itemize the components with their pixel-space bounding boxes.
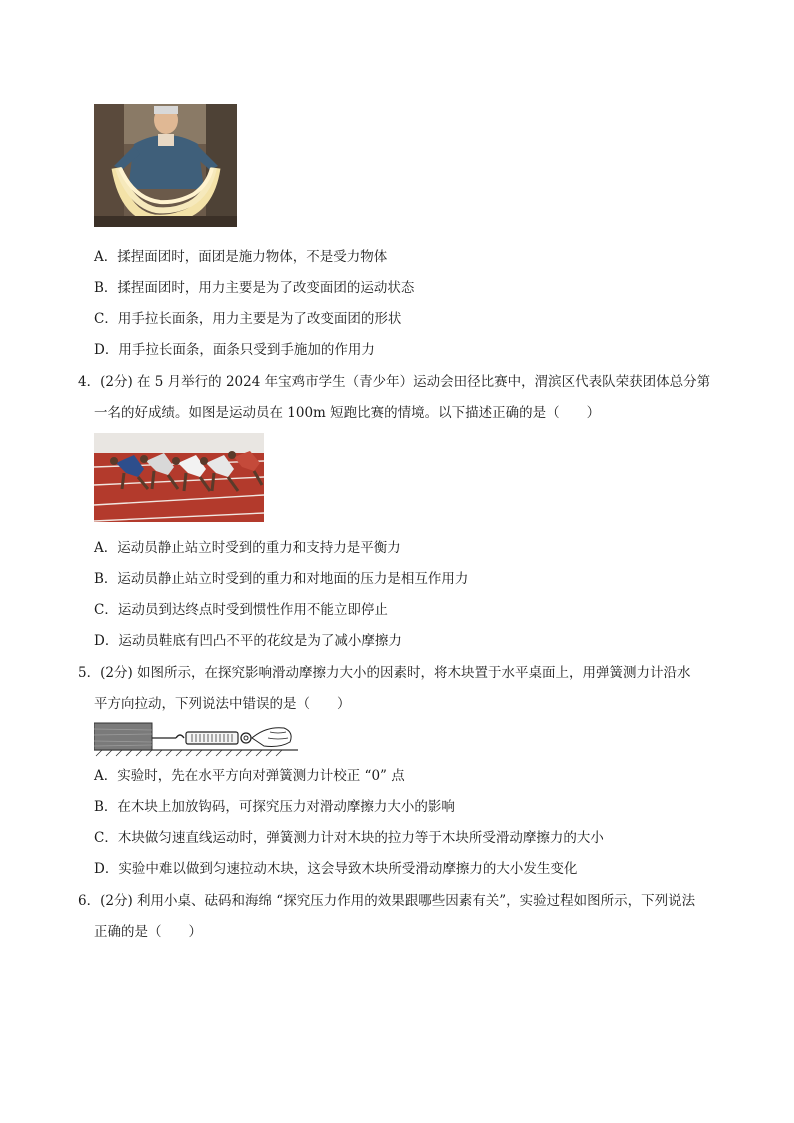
q5-option-a[interactable]: A．实验时，先在水平方向对弹簧测力计校正 “0” 点 [94,768,405,784]
sprint-photo-illustration [94,433,264,522]
q4-option-c[interactable]: C．运动员到达终点时受到惯性作用不能立即停止 [94,602,388,618]
q3-option-c[interactable]: C．用手拉长面条，用力主要是为了改变面团的形状 [94,311,402,327]
q4-stem-line1: 4．(2分) 在 5 月举行的 2024 年宝鸡市学生（青少年）运动会田径比赛中，渭滨区代表队荣获团体总分第 [78,374,711,390]
q5-stem-line2: 平方向拉动，下列说法中错误的是（ ） [94,696,351,712]
q3-option-a[interactable]: A．揉捏面团时，面团是施力物体，不是受力物体 [94,249,388,265]
q4-option-d[interactable]: D．运动员鞋底有凹凸不平的花纹是为了减小摩擦力 [94,633,402,649]
q4-stem-line2: 一名的好成绩。如图是运动员在 100m 短跑比赛的情境。以下描述正确的是（ ） [94,405,601,421]
q5-option-c[interactable]: C．木块做匀速直线运动时，弹簧测力计对木块的拉力等于木块所受滑动摩擦力的大小 [94,830,604,846]
block-spring-scale-illustration [94,720,298,758]
q5-stem-line1: 5．(2分) 如图所示，在探究影响滑动摩擦力大小的因素时，将木块置于水平桌面上，用弹簧测力计沿水 [78,665,691,681]
noodle-photo-illustration [94,104,237,227]
friction-experiment-diagram [94,720,298,758]
q5-option-d[interactable]: D．实验中难以做到匀速拉动木块，这会导致木块所受滑动摩擦力的大小发生变化 [94,861,578,877]
q6-stem-line1: 6．(2分) 利用小桌、砝码和海绵 “探究压力作用的效果跟哪些因素有关”，实验过程如图所示，下列说法 [78,893,696,909]
noodle-pulling-photo [94,104,237,227]
q6-stem-line2: 正确的是（ ） [94,924,202,940]
q3-option-d[interactable]: D．用手拉长面条，面条只受到手施加的作用力 [94,342,375,358]
q4-option-b[interactable]: B．运动员静止站立时受到的重力和对地面的压力是相互作用力 [94,571,469,587]
q4-option-a[interactable]: A．运动员静止站立时受到的重力和支持力是平衡力 [94,540,401,556]
q3-option-b[interactable]: B．揉捏面团时，用力主要是为了改变面团的运动状态 [94,280,415,296]
q5-option-b[interactable]: B．在木块上加放钩码，可探究压力对滑动摩擦力大小的影响 [94,799,455,815]
sprint-start-photo [94,433,264,522]
